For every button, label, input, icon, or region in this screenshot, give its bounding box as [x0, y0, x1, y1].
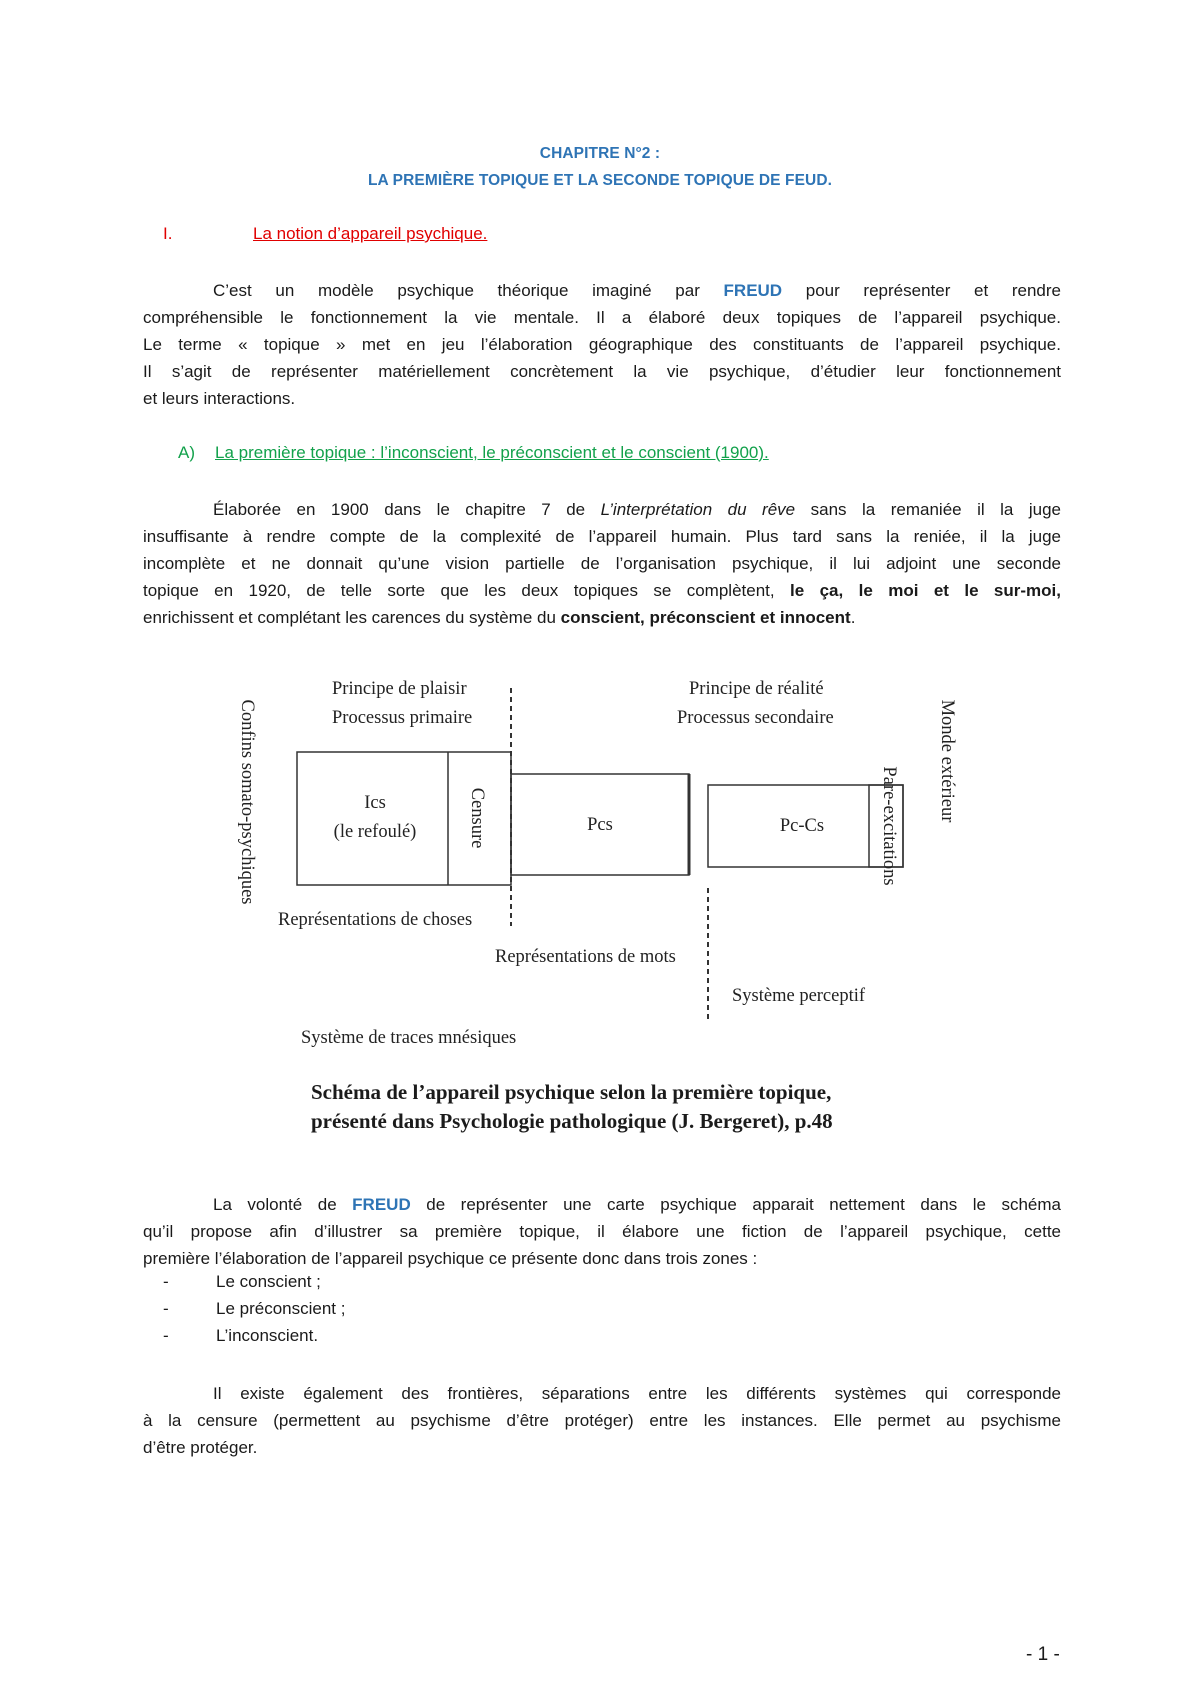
paragraph-line: C’est un modèle psychique théorique imaginé par FREUD pour représenter et rendre — [213, 281, 1061, 300]
paragraph-line: enrichissent et complétant les carences du système du conscient, préconscient et innocent. — [143, 608, 856, 627]
book-title: L’interprétation du rêve — [600, 500, 796, 519]
systeme-perceptif-label: Système perceptif — [732, 986, 866, 1006]
list-item: - Le préconscient ; — [163, 1299, 346, 1318]
confins-label: Confins somato-psychiques — [237, 699, 257, 905]
principe-realite-label: Principe de réalité — [689, 679, 824, 699]
section-heading — [163, 224, 487, 244]
paragraph-line: et leurs interactions. — [143, 389, 296, 408]
freud-name: FREUD — [723, 281, 783, 300]
rep-choses-label: Représentations de choses — [278, 910, 473, 930]
paragraph-line: topique en 1920, de telle sorte que les deux topiques se complètent, le ça, le moi et le sur-moi, — [143, 581, 1061, 600]
paragraph-line: d’être protéger. — [143, 1438, 258, 1457]
paragraph-line: Il s’agit de représenter matériellement concrètement la vie psychique, d’étudier leur fonctionnement — [143, 362, 1061, 381]
processus-primaire-label: Processus primaire — [332, 708, 473, 728]
freud-name: FREUD — [352, 1195, 411, 1214]
paragraph-line: La volonté de FREUD de représenter une carte psychique apparait nettement dans le schéma — [213, 1195, 1061, 1214]
section-title: La notion d’appareil psychique. — [253, 224, 488, 243]
list-item: - L’inconscient. — [163, 1326, 319, 1345]
rep-mots-label: Représentations de mots — [495, 947, 676, 967]
pare-excitations-label: Pare-excitations — [879, 766, 899, 886]
chapter-title: CHAPITRE N°2 : — [539, 145, 661, 162]
traces-mnesiques-label: Système de traces mnésiques — [301, 1028, 517, 1048]
paragraph-2 — [143, 496, 1061, 631]
list-item: - Le conscient ; — [163, 1272, 321, 1291]
paragraph-line: première l’élaboration de l’appareil psychique ce présente donc dans trois zones : — [143, 1249, 758, 1268]
pcs-label: Pcs — [587, 815, 613, 835]
pccs-label: Pc-Cs — [779, 816, 825, 836]
ics-label: Ics — [364, 793, 386, 813]
paragraph-line: Il existe également des frontières, séparations entre les différents systèmes qui corresponde — [213, 1384, 1061, 1403]
subsection-heading — [178, 443, 769, 463]
paragraph-3 — [143, 1191, 1061, 1272]
paragraph-line: à la censure (permettent au psychisme d’être protéger) entre les instances. Elle permet au psychisme — [143, 1411, 1061, 1430]
monde-exterieur-label: Monde extérieur — [937, 699, 957, 823]
paragraph-line: Le terme « topique » met en jeu l’élaboration géographique des constituants de l’appareil psychique. — [143, 335, 1061, 354]
processus-secondaire-label: Processus secondaire — [677, 708, 834, 728]
ics-refoule-label: (le refoulé) — [333, 822, 417, 842]
paragraph-4 — [143, 1380, 1061, 1461]
topique-diagram — [234, 668, 994, 1148]
paragraph-1 — [143, 277, 1061, 412]
paragraph-line: insuffisante à rendre compte de la complexité de l’appareil humain. Plus tard sans la reniée, il la juge — [143, 527, 1061, 546]
section-number: I. — [163, 224, 173, 243]
paragraph-line: qu’il propose afin d’illustrer sa première topique, il élabore une fiction de l’appareil psychique, cette — [143, 1222, 1061, 1241]
paragraph-line: incomplète et ne donnait qu’une vision partielle de l’organisation psychique, il lui adjoint une seconde — [143, 554, 1061, 573]
page-number: - 1 - — [1026, 1644, 1060, 1665]
paragraph-line: Élaborée en 1900 dans le chapitre 7 de L’interprétation du rêve sans la remaniée il la juge — [213, 500, 1062, 519]
subsection-title: La première topique : l’inconscient, le préconscient et le conscient (1900). — [215, 443, 769, 462]
subsection-number: A) — [178, 443, 195, 462]
diagram-caption-line1: Schéma de l’appareil psychique selon la première topique, — [311, 1080, 832, 1104]
principe-plaisir-label: Principe de plaisir — [332, 679, 467, 699]
paragraph-line: compréhensible le fonctionnement la vie mentale. Il a élaboré deux topiques de l’appareil psychique. — [143, 308, 1061, 327]
diagram-caption-line2: présenté dans Psychologie pathologique (J. Bergeret), p.48 — [311, 1109, 833, 1133]
zones-list — [163, 1272, 345, 1353]
chapter-subtitle: LA PREMIÈRE TOPIQUE ET LA SECONDE TOPIQUE DE FEUD. — [367, 172, 833, 189]
censure-label: Censure — [467, 787, 487, 849]
